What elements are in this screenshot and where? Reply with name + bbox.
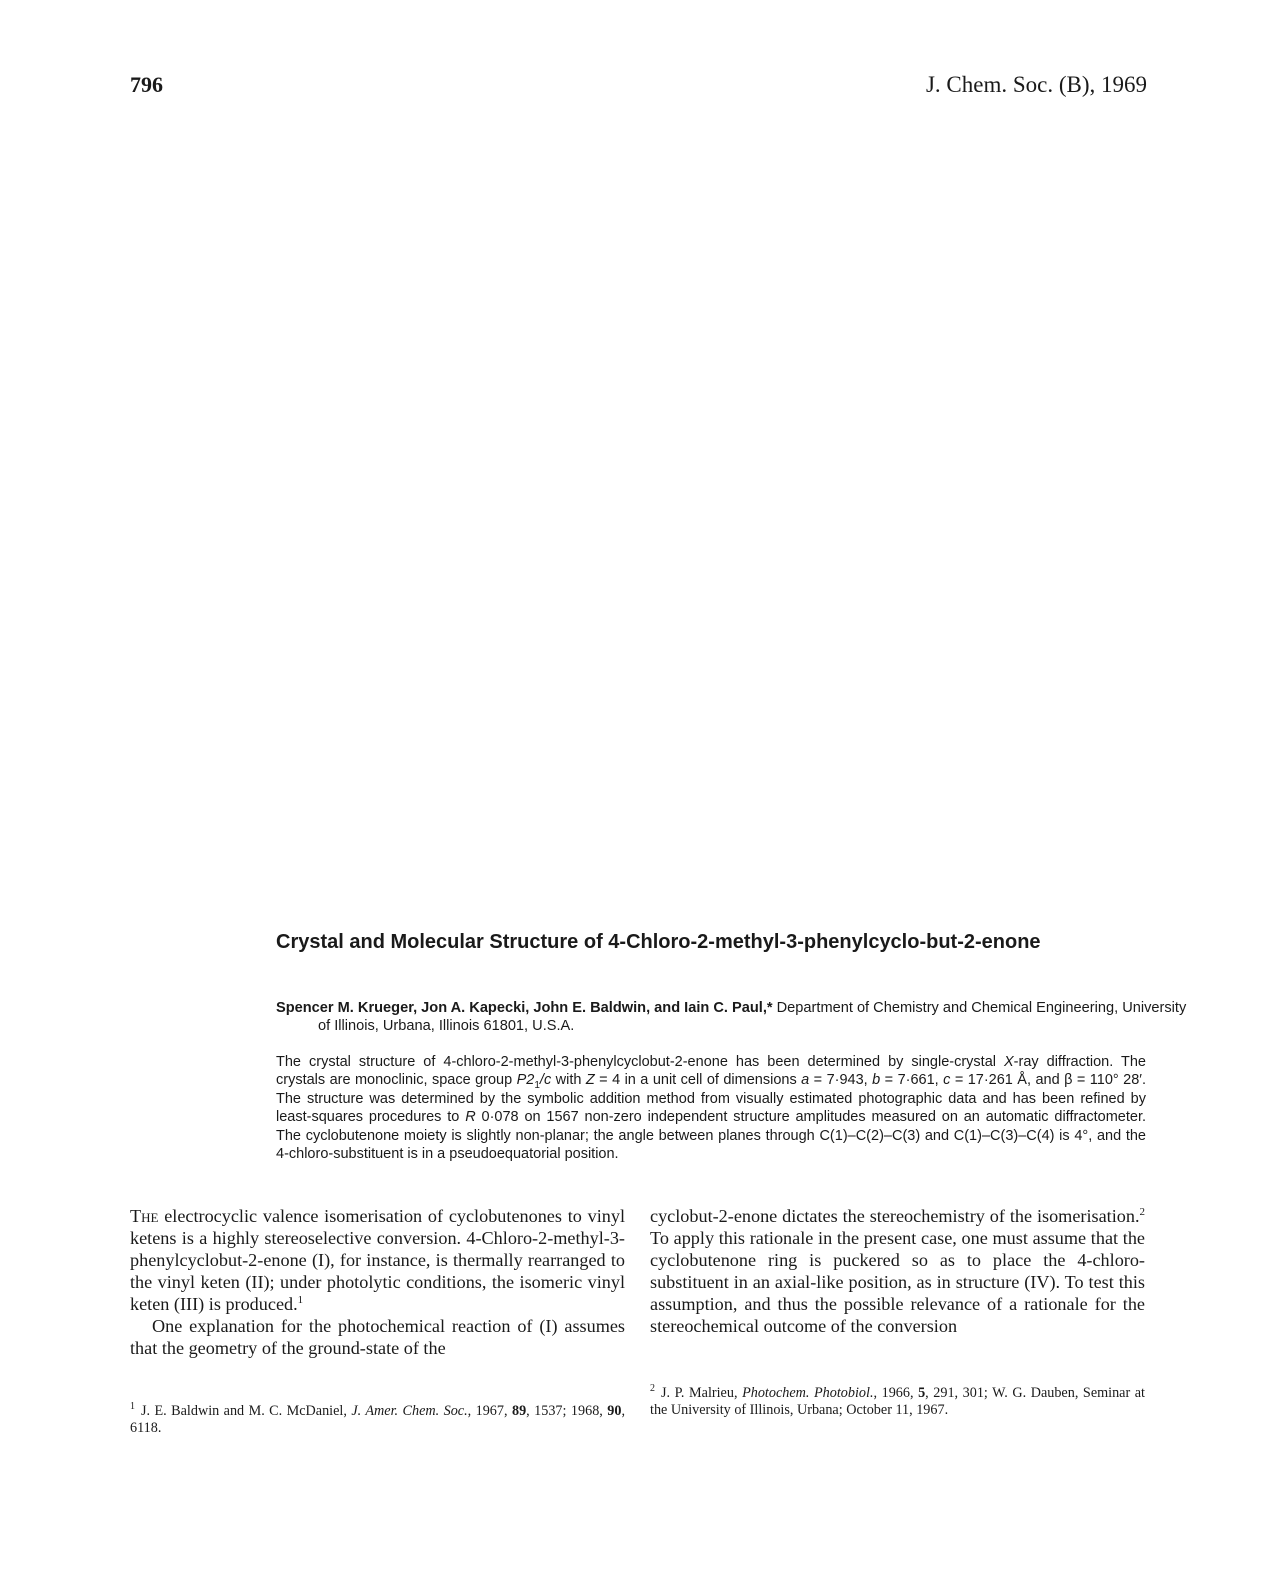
article-title: Crystal and Molecular Structure of 4-Chloro-2-methyl-3-phenylcyclo-but-2-enone [276,931,1041,953]
affiliation: Department of Chemistry and Chemical Engineering, University of Illinois, Urbana, Illinois 61801, U.S.A. [318,1000,1187,1034]
author-block [276,999,1188,1035]
journal-running-head: J. Chem. Soc. (B), 1969 [925,72,1147,97]
footnote-2: $^2$ J. P. Malrieu, Photochem. Photobiol., 1966, 5, 291, 301; W. G. Dauben, Seminar at the University of Illinois, Urbana; October 11, 1967. [650,1383,1145,1418]
body-paragraph: The electrocyclic valence isomerisation of cyclobutenones to vinyl ketens is a highly stereoselective conversion. 4-Chloro-2-methyl-3-phenylcyclobut-2-enone (I), for instance, is thermally rearranged to the vinyl keten (II); under photolytic conditions, the isomeric vinyl keten (III) is produced.$^1$ [130,1206,625,1314]
footnote-ref: 1 [297,1293,304,1306]
body-paragraph: One explanation for the photochemical reaction of (I) assumes that the geometry of the ground-state of the [130,1316,625,1358]
footnote-1: $^1$ J. E. Baldwin and M. C. McDaniel, J. Amer. Chem. Soc., 1967, 89, 1537; 1968, 90, 6118. [130,1401,626,1436]
body-column-right [650,1205,1145,1337]
footnote-ref: 2 [1139,1205,1145,1218]
page-number: 796 [130,72,163,97]
body-paragraph: cyclobut-2-enone dictates the stereochemistry of the isomerisation.$^2$ To apply this rationale in the present case, one must assume that the cyclobutenone ring is puckered so as to place the 4-chloro-substituent in an axial-like position, as in structure (IV). To test this assumption, and thus the possible relevance of a rationale for the stereochemical outcome of the conversion [650,1205,1145,1336]
body-column-left [130,1205,625,1359]
abstract: The crystal structure of 4-chloro-2-methyl-3-phenylcyclobut-2-enone has been determined by single-crystal X-ray diffraction. The crystals are monoclinic, space group $P2_1/c$ with Z = 4 in a unit cell of dimensions a = 7·943, b = 7·661, c = 17·261 Å, and β = 110° 28′. The structure was determined by the symbolic addition method from visually estimated photographic data and has been refined by least-squares procedures to R 0·078 on 1567 non-zero independent structure amplitudes measured on an automatic diffractometer. The cyclobutenone moiety is slightly non-planar; the angle between planes through C(1)–C(2)–C(3) and C(1)–C(3)–C(4) is 4°, and the 4-chloro-substituent is in a pseudoequatorial position. [276,1054,1147,1163]
author-names: Spencer M. Krueger, Jon A. Kapecki, John E. Baldwin, and Iain C. Paul,* [276,1000,773,1016]
